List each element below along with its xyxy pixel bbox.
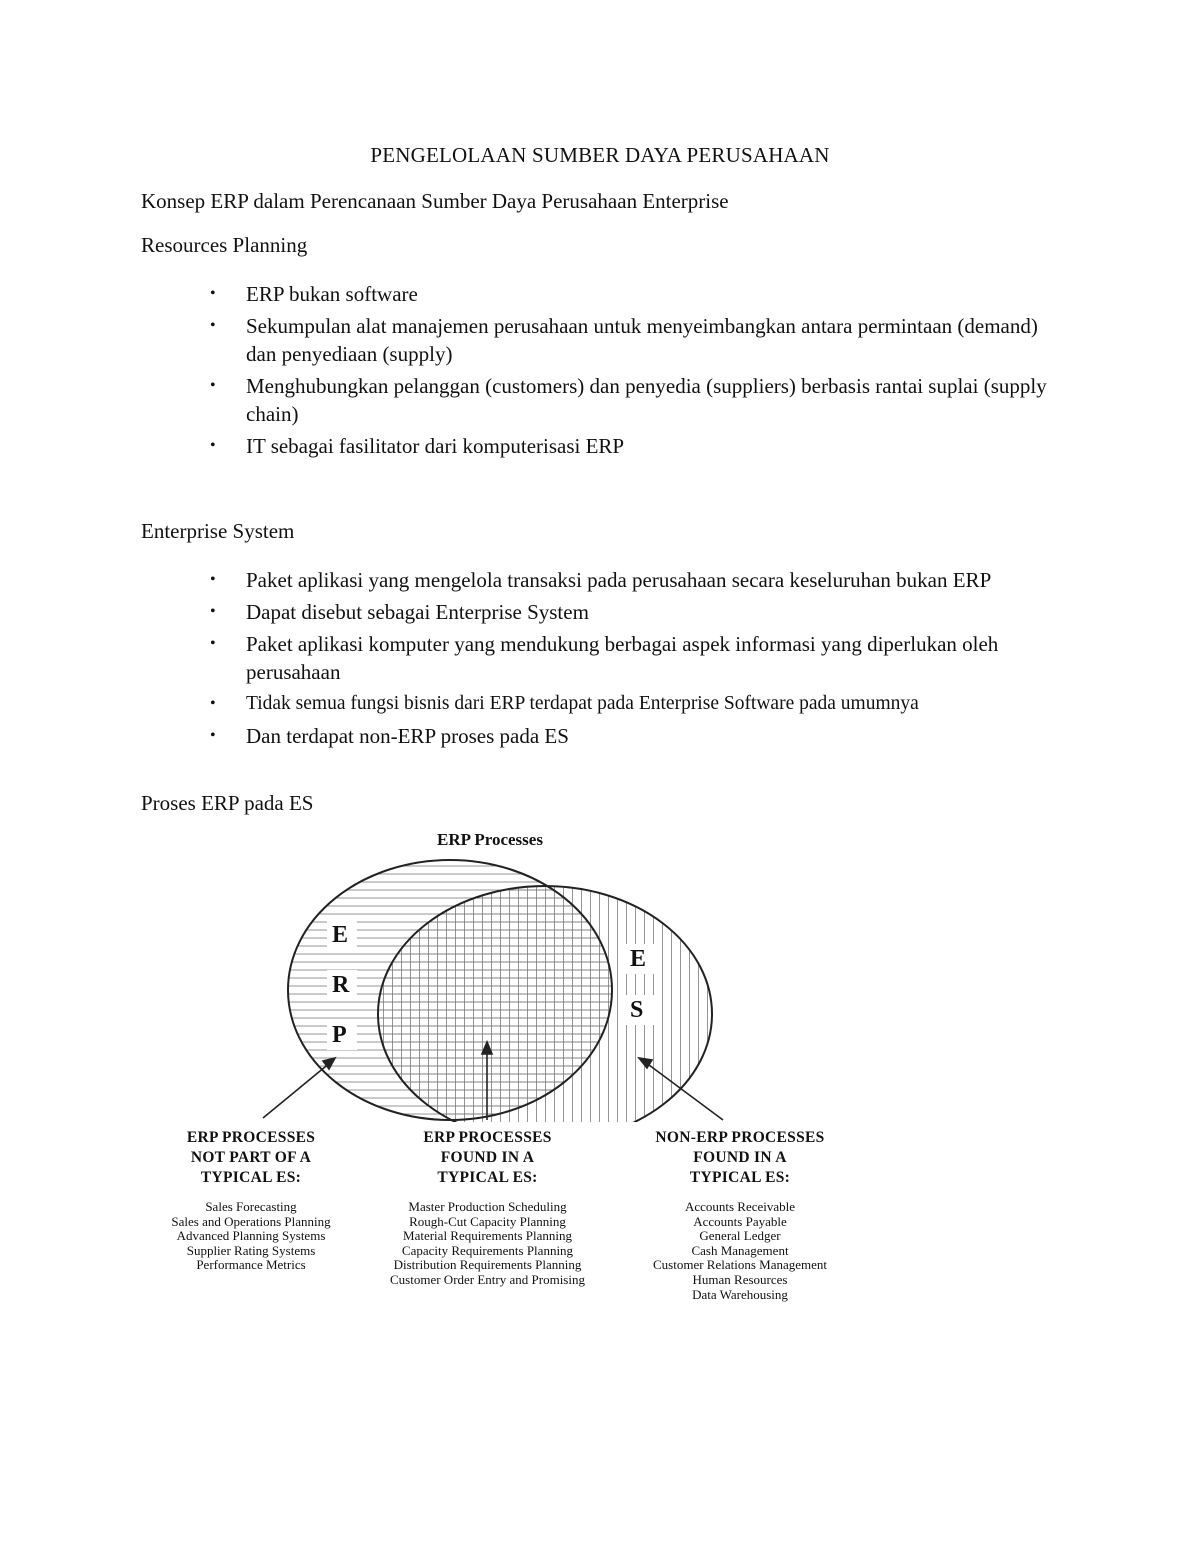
intro-line-1: Konsep ERP dalam Perencanaan Sumber Daya Perusahaan Enterprise [141, 189, 729, 213]
page-title: PENGELOLAAN SUMBER DAYA PERUSAHAAN [370, 143, 830, 167]
column-erp-not-in-es [145, 1128, 357, 1273]
list-item [208, 312, 1058, 368]
list-item-text: Dapat disebut sebagai Enterprise System [246, 600, 589, 624]
list-item [208, 722, 1058, 750]
arrow-erp-only [263, 1062, 331, 1118]
heading-line: ERP PROCESSES [186, 1129, 316, 1146]
bullet-icon: • [210, 377, 216, 394]
heading-line: FOUND IN A [693, 1149, 787, 1166]
erp-letter-p: P [332, 1022, 347, 1048]
bullet-icon: • [210, 727, 216, 744]
list-item: Distribution Requirements Planning [393, 1257, 582, 1273]
list-item-text: Sekumpulan alat manajemen perusahaan untuk menyeimbangkan antara permintaan (demand) dan penyediaan (supply) [246, 314, 1038, 366]
erp-venn-diagram [145, 822, 865, 1307]
es-heading: Enterprise System [141, 519, 295, 543]
list-item-text: Dan terdapat non-ERP proses pada ES [246, 724, 569, 748]
heading-line: TYPICAL ES: [689, 1169, 791, 1186]
heading-line: TYPICAL ES: [200, 1169, 302, 1186]
heading-line: ERP PROCESSES [423, 1129, 552, 1146]
list-item: Accounts Payable [693, 1213, 787, 1229]
list-item [208, 566, 1058, 594]
resources-bullet-list [208, 280, 1058, 464]
bullet-icon: • [210, 317, 216, 334]
heading-line: NOT PART OF A [190, 1149, 312, 1166]
list-item: Data Warehousing [692, 1286, 788, 1302]
bullet-icon: • [210, 695, 216, 712]
list-item: Accounts Receivable [684, 1199, 796, 1214]
bullet-icon: • [210, 437, 216, 454]
list-item: Human Resources [692, 1271, 788, 1287]
column-items [623, 1200, 857, 1302]
list-item: Customer Order Entry and Promising [390, 1271, 585, 1287]
erp-letter-r: R [332, 972, 350, 998]
list-item: Sales and Operations Planning [171, 1213, 331, 1229]
list-item: Advanced Planning Systems [176, 1228, 326, 1244]
column-items [145, 1200, 357, 1273]
list-item: Performance Metrics [196, 1257, 306, 1273]
list-item [208, 432, 1058, 460]
column-non-erp-in-es [623, 1128, 857, 1302]
column-heading [365, 1128, 610, 1188]
list-item [208, 280, 1058, 308]
process-heading: Proses ERP pada ES [141, 791, 314, 815]
bullet-icon: • [210, 571, 216, 588]
erp-letter-e: E [332, 922, 349, 948]
list-item [208, 630, 1058, 686]
diagram-title: ERP Processes [437, 830, 543, 849]
list-item-text: IT sebagai fasilitator dari komputerisasi ERP [246, 434, 625, 458]
list-item: General Ledger [699, 1228, 781, 1244]
list-item: Cash Management [691, 1242, 789, 1258]
list-item [208, 690, 1058, 718]
list-item: Supplier Rating Systems [186, 1242, 316, 1258]
heading-line: NON-ERP PROCESSES [655, 1129, 825, 1146]
list-item-text: Paket aplikasi komputer yang mendukung berbagai aspek informasi yang diperlukan oleh perusahaan [246, 632, 999, 684]
list-item-text: Tidak semua fungsi bisnis dari ERP terdapat pada Enterprise Software pada umumnya [246, 693, 919, 714]
list-item: Material Requirements Planning [403, 1228, 572, 1244]
heading-line: FOUND IN A [440, 1149, 535, 1166]
list-item [208, 598, 1058, 626]
list-item [208, 372, 1058, 428]
heading-line: TYPICAL ES: [437, 1169, 538, 1186]
bullet-icon: • [210, 603, 216, 620]
es-letter-e: E [630, 946, 647, 972]
es-letter-s: S [630, 997, 644, 1023]
list-item: Master Production Scheduling [408, 1199, 567, 1214]
list-item: Rough-Cut Capacity Planning [409, 1213, 566, 1229]
es-bullet-list [208, 566, 1058, 754]
list-item-text: Menghubungkan pelanggan (customers) dan penyedia (suppliers) berbasis rantai suplai (supply chain) [246, 374, 1047, 426]
bullet-icon: • [210, 635, 216, 652]
intro-line-2: Resources Planning [141, 233, 308, 257]
venn-svg [145, 822, 865, 1122]
list-item: Capacity Requirements Planning [401, 1242, 574, 1258]
column-heading [623, 1128, 857, 1188]
list-item-text: Paket aplikasi yang mengelola transaksi pada perusahaan secara keseluruhan bukan ERP [246, 568, 992, 592]
bullet-icon: • [210, 285, 216, 302]
list-item: Sales Forecasting [205, 1199, 297, 1214]
column-erp-in-es [365, 1128, 610, 1288]
list-item-text: ERP bukan software [246, 282, 418, 306]
column-heading [145, 1128, 357, 1188]
column-items [365, 1200, 610, 1288]
list-item: Customer Relations Management [652, 1257, 828, 1273]
